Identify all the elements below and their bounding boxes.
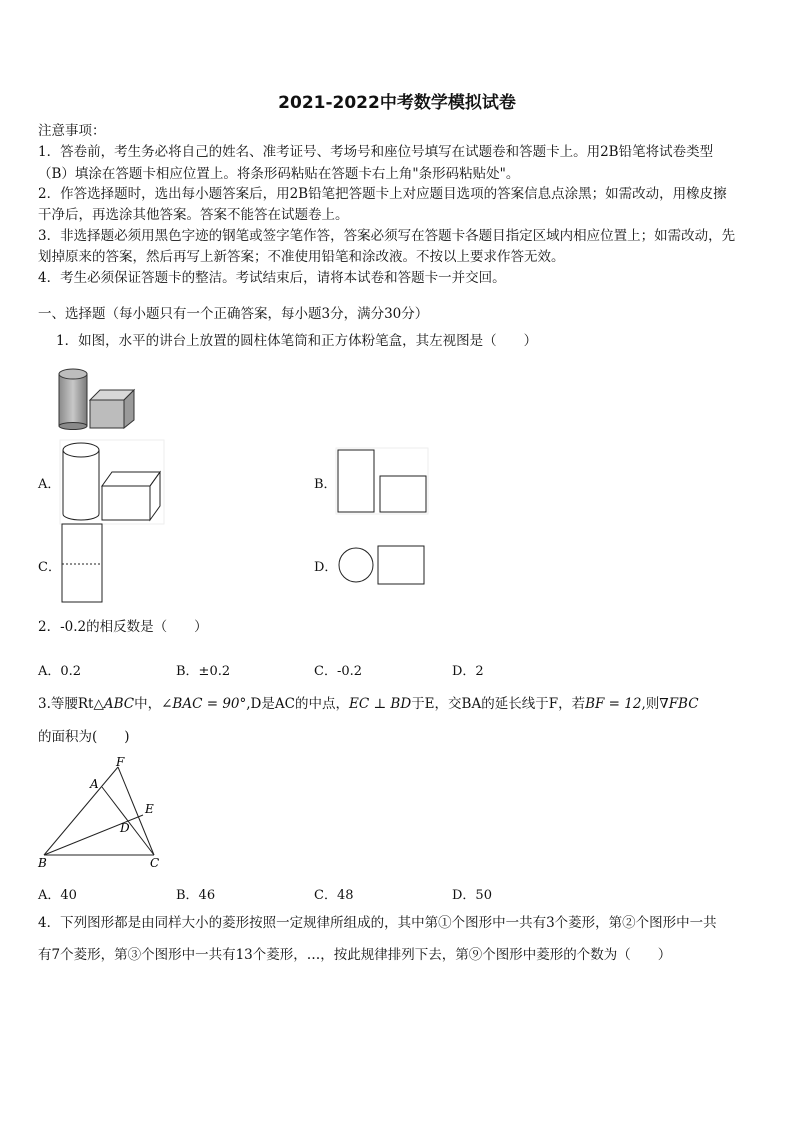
q1-option-b-figure bbox=[336, 448, 428, 514]
question-1-stem: 1．如图，水平的讲台上放置的圆柱体笔筒和正方体粉笔盒，其左视图是（ ） bbox=[56, 333, 538, 349]
q1-figure bbox=[56, 366, 140, 430]
q3-triangle-figure bbox=[36, 757, 166, 869]
q3-perpendicular: EC ⊥ BD bbox=[348, 696, 412, 712]
notes-line: 划掉原来的答案，然后再写上新答案；不准使用铅笔和涂改液。不按以上要求作答无效。 bbox=[38, 249, 565, 265]
notes-line: 3．非选择题必须用黑色字迹的钢笔或签字笔作答，答案必须写在答题卡各题目指定区域内相应位置上；如需改动，先 bbox=[38, 228, 736, 244]
q3-label-b: B bbox=[38, 856, 47, 870]
section-heading: 一、选择题（每小题只有一个正确答案，每小题3分，满分30分） bbox=[38, 306, 429, 322]
q3-stem-part: 3.等腰Rt bbox=[38, 696, 94, 712]
question-3-stem-end: 的面积为( ) bbox=[38, 729, 130, 745]
q2-option-c: C．-0.2 bbox=[314, 664, 363, 679]
q3-angle: ∠BAC = 90° bbox=[161, 696, 247, 712]
q3-option-a: A．40 bbox=[38, 888, 77, 903]
q1-option-c-label: C． bbox=[38, 560, 61, 575]
q3-label-e: E bbox=[145, 802, 154, 816]
notes-line: 2．作答选择题时，选出每小题答案后，用2B铅笔把答题卡上对应题目选项的答案信息点涂黑；如需改动，用橡皮擦 bbox=[38, 186, 727, 202]
q3-stem-part: 于E，交BA的延长线于F，若 bbox=[411, 696, 586, 712]
q3-stem-part: 中， bbox=[134, 696, 162, 712]
notes-line: 干净后，再选涂其他答案。答案不能答在试题卷上。 bbox=[38, 207, 349, 223]
q3-label-d: D bbox=[120, 821, 130, 835]
q1-option-b-label: B． bbox=[314, 477, 337, 492]
q1-option-a-label: A． bbox=[38, 477, 61, 492]
q2-option-d: D．2 bbox=[452, 664, 484, 679]
question-4-line-2: 有7个菱形，第③个图形中一共有13个菱形，…，按此规律排列下去，第⑨个图形中菱形的个数为（ ） bbox=[38, 947, 672, 963]
q3-option-b: B．46 bbox=[176, 888, 216, 903]
q2-option-a: A．0.2 bbox=[38, 664, 82, 679]
q2-option-b: B．±0.2 bbox=[176, 664, 231, 679]
q3-bf-length: BF = 12 bbox=[585, 696, 642, 712]
q3-label-f: F bbox=[116, 755, 125, 769]
question-3-stem bbox=[38, 694, 699, 714]
q1-option-d-label: D． bbox=[314, 560, 338, 575]
q1-option-d-figure bbox=[336, 543, 428, 585]
q3-triangle-fbc: ∇FBC bbox=[659, 696, 699, 712]
notes-line: 1．答卷前，考生务必将自己的姓名、准考证号、考场号和座位号填写在试题卷和答题卡上。用2B铅笔将试卷类型 bbox=[38, 144, 714, 160]
notes-line: （B）填涂在答题卡相应位置上。将条形码粘贴在答题卡右上角"条形码粘贴处"。 bbox=[38, 166, 520, 182]
q3-option-d: D．50 bbox=[452, 888, 492, 903]
q3-option-c: C．48 bbox=[314, 888, 354, 903]
q3-label-c: C bbox=[150, 856, 160, 870]
doc-title: 2021-2022中考数学模拟试卷 bbox=[278, 93, 516, 113]
q3-stem-part: ,D是AC的中点， bbox=[246, 696, 349, 712]
question-2-stem: 2．-0.2的相反数是（ ） bbox=[38, 619, 208, 635]
q1-option-c-figure bbox=[60, 522, 104, 604]
question-4-line-1: 4．下列图形都是由同样大小的菱形按照一定规律所组成的，其中第①个图形中一共有3个菱形，第②个图形中一共 bbox=[38, 915, 717, 931]
q1-option-a-figure bbox=[60, 440, 164, 524]
notes-heading: 注意事项： bbox=[38, 123, 106, 139]
q3-label-a: A bbox=[90, 777, 99, 791]
q3-stem-part: ,则 bbox=[641, 696, 660, 712]
notes-line: 4．考生必须保证答题卡的整洁。考试结束后，请将本试卷和答题卡一并交回。 bbox=[38, 270, 506, 286]
q3-triangle-abc: △ABC bbox=[93, 696, 135, 712]
